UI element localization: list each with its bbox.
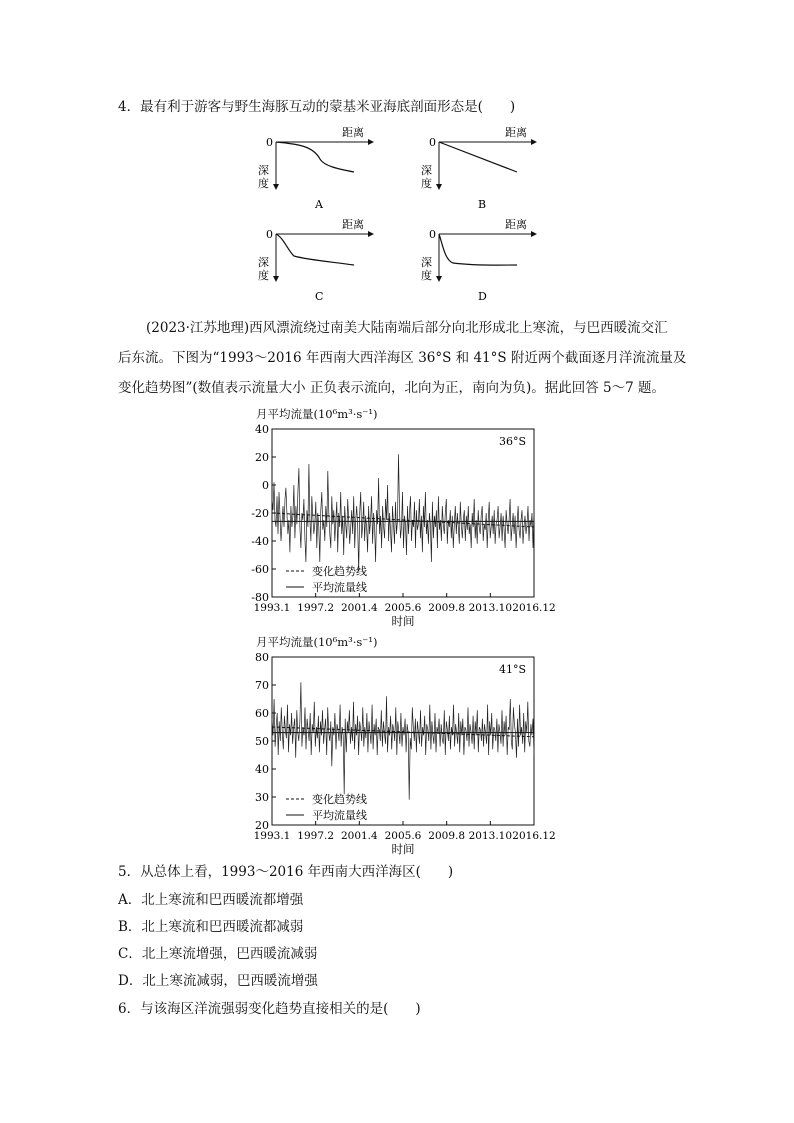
- svg-text:距离: 距离: [342, 218, 364, 231]
- y-tick-label: 20: [255, 451, 269, 464]
- svg-text:度: 度: [421, 269, 432, 282]
- option-c-label: C: [315, 290, 324, 303]
- profile-c-svg: [258, 216, 378, 306]
- chart-title: 36°S: [498, 435, 526, 448]
- y-tick-label: 0: [262, 479, 269, 492]
- question-4: 4．最有利于游客与野生海豚互动的蒙基米亚海底剖面形态是( ): [118, 99, 516, 115]
- q5-option-b: B．北上寒流和巴西暖流都减弱: [118, 919, 304, 935]
- chart-36s: [250, 423, 556, 640]
- profile-a-svg: [258, 124, 378, 214]
- chart-title: 41°S: [498, 663, 526, 676]
- legend-mean-label: 平均流量线: [312, 581, 367, 594]
- svg-text:0: 0: [266, 228, 273, 241]
- profile-diagram-b: [421, 124, 541, 218]
- x-tick-label: 2013.10: [468, 602, 513, 614]
- profile-diagram-d: [421, 216, 541, 310]
- y-tick-label: 50: [255, 735, 269, 748]
- x-tick-label: 2001.4: [340, 602, 378, 614]
- x-tick-label: 2001.4: [340, 830, 378, 842]
- svg-text:0: 0: [429, 228, 436, 241]
- y-tick-label: 20: [255, 819, 269, 832]
- q5-option-a: A．北上寒流和巴西暖流都增强: [118, 892, 304, 908]
- legend-trend-label: 变化趋势线: [312, 565, 367, 578]
- q5-option-c: C．北上寒流增强，巴西暖流减弱: [118, 946, 318, 962]
- x-tick-label: 2005.6: [384, 830, 422, 842]
- option-b-label: B: [478, 198, 487, 211]
- y-tick-label: 80: [255, 651, 269, 664]
- legend-mean-label: 平均流量线: [312, 809, 367, 822]
- x-tick-label: 1993.1: [253, 830, 291, 842]
- flow-series-line: [272, 682, 534, 800]
- svg-text:深: 深: [421, 164, 432, 177]
- profile-d-svg: [421, 216, 541, 306]
- y-tick-label: -60: [251, 563, 269, 576]
- x-tick-label: 2013.10: [468, 830, 513, 842]
- svg-text:距离: 距离: [505, 126, 527, 139]
- y-tick-label: -20: [251, 507, 269, 520]
- x-tick-label: 2016.12: [512, 602, 556, 614]
- x-tick-label: 1997.2: [297, 830, 335, 842]
- intro-line-3: 变化趋势图”(数值表示流量大小 正负表示流向，北向为正，南向为负)。据此回答 5～7 题。: [118, 380, 665, 396]
- question-5: 5．从总体上看，1993～2016 年西南大西洋海区( ): [118, 864, 454, 880]
- x-tick-label: 2016.12: [512, 830, 556, 842]
- svg-text:0: 0: [429, 136, 436, 149]
- y-tick-label: 60: [255, 707, 269, 720]
- x-tick-label: 2009.8: [428, 602, 466, 614]
- svg-text:度: 度: [258, 269, 269, 282]
- y-tick-label: -40: [251, 535, 269, 548]
- x-tick-label: 2005.6: [384, 602, 422, 614]
- chart-41s: [250, 651, 556, 868]
- profile-b-svg: [421, 124, 541, 214]
- x-axis-label: 时间: [391, 842, 415, 856]
- x-tick-label: 2009.8: [428, 830, 466, 842]
- legend-trend-label: 变化趋势线: [312, 793, 367, 806]
- depth-label-1: 深: [258, 164, 269, 177]
- x-tick-label: 1993.1: [253, 602, 291, 614]
- intro-line-2: 后东流。下图为“1993～2016 年西南大西洋海区 36°S 和 41°S 附近两个截面逐月洋流流量及: [118, 350, 687, 366]
- intro-line-1: (2023·江苏地理)西风漂流绕过南美大陆南端后部分向北形成北上寒流，与巴西暖流交汇: [146, 320, 668, 336]
- y-tick-label: -80: [251, 591, 269, 604]
- y-tick-label: 40: [255, 423, 269, 436]
- option-d-label: D: [478, 290, 487, 303]
- x-axis-label: 时间: [391, 614, 415, 628]
- flow-series-line: [272, 454, 534, 572]
- distance-label: 距离: [342, 126, 364, 139]
- zero-label: 0: [266, 136, 273, 149]
- profile-diagram-c: [258, 216, 378, 310]
- profile-diagram-a: [258, 124, 378, 218]
- svg-text:度: 度: [421, 177, 432, 190]
- x-tick-label: 1997.2: [297, 602, 335, 614]
- y-tick-label: 30: [255, 791, 269, 804]
- q5-option-d: D．北上寒流减弱，巴西暖流增强: [118, 973, 318, 989]
- svg-text:深: 深: [258, 256, 269, 269]
- question-6: 6．与该海区洋流强弱变化趋势直接相关的是( ): [118, 1001, 421, 1017]
- chart-36s-svg: [250, 423, 556, 636]
- chart1-ylabel: 月平均流量(10⁶m³·s⁻¹): [256, 407, 378, 421]
- chart2-ylabel: 月平均流量(10⁶m³·s⁻¹): [256, 635, 378, 649]
- depth-label-2: 度: [258, 177, 269, 190]
- chart-41s-svg: [250, 651, 556, 864]
- y-tick-label: 40: [255, 763, 269, 776]
- y-tick-label: 70: [255, 679, 269, 692]
- svg-text:深: 深: [421, 256, 432, 269]
- option-a-label: A: [315, 198, 323, 211]
- svg-text:距离: 距离: [505, 218, 527, 231]
